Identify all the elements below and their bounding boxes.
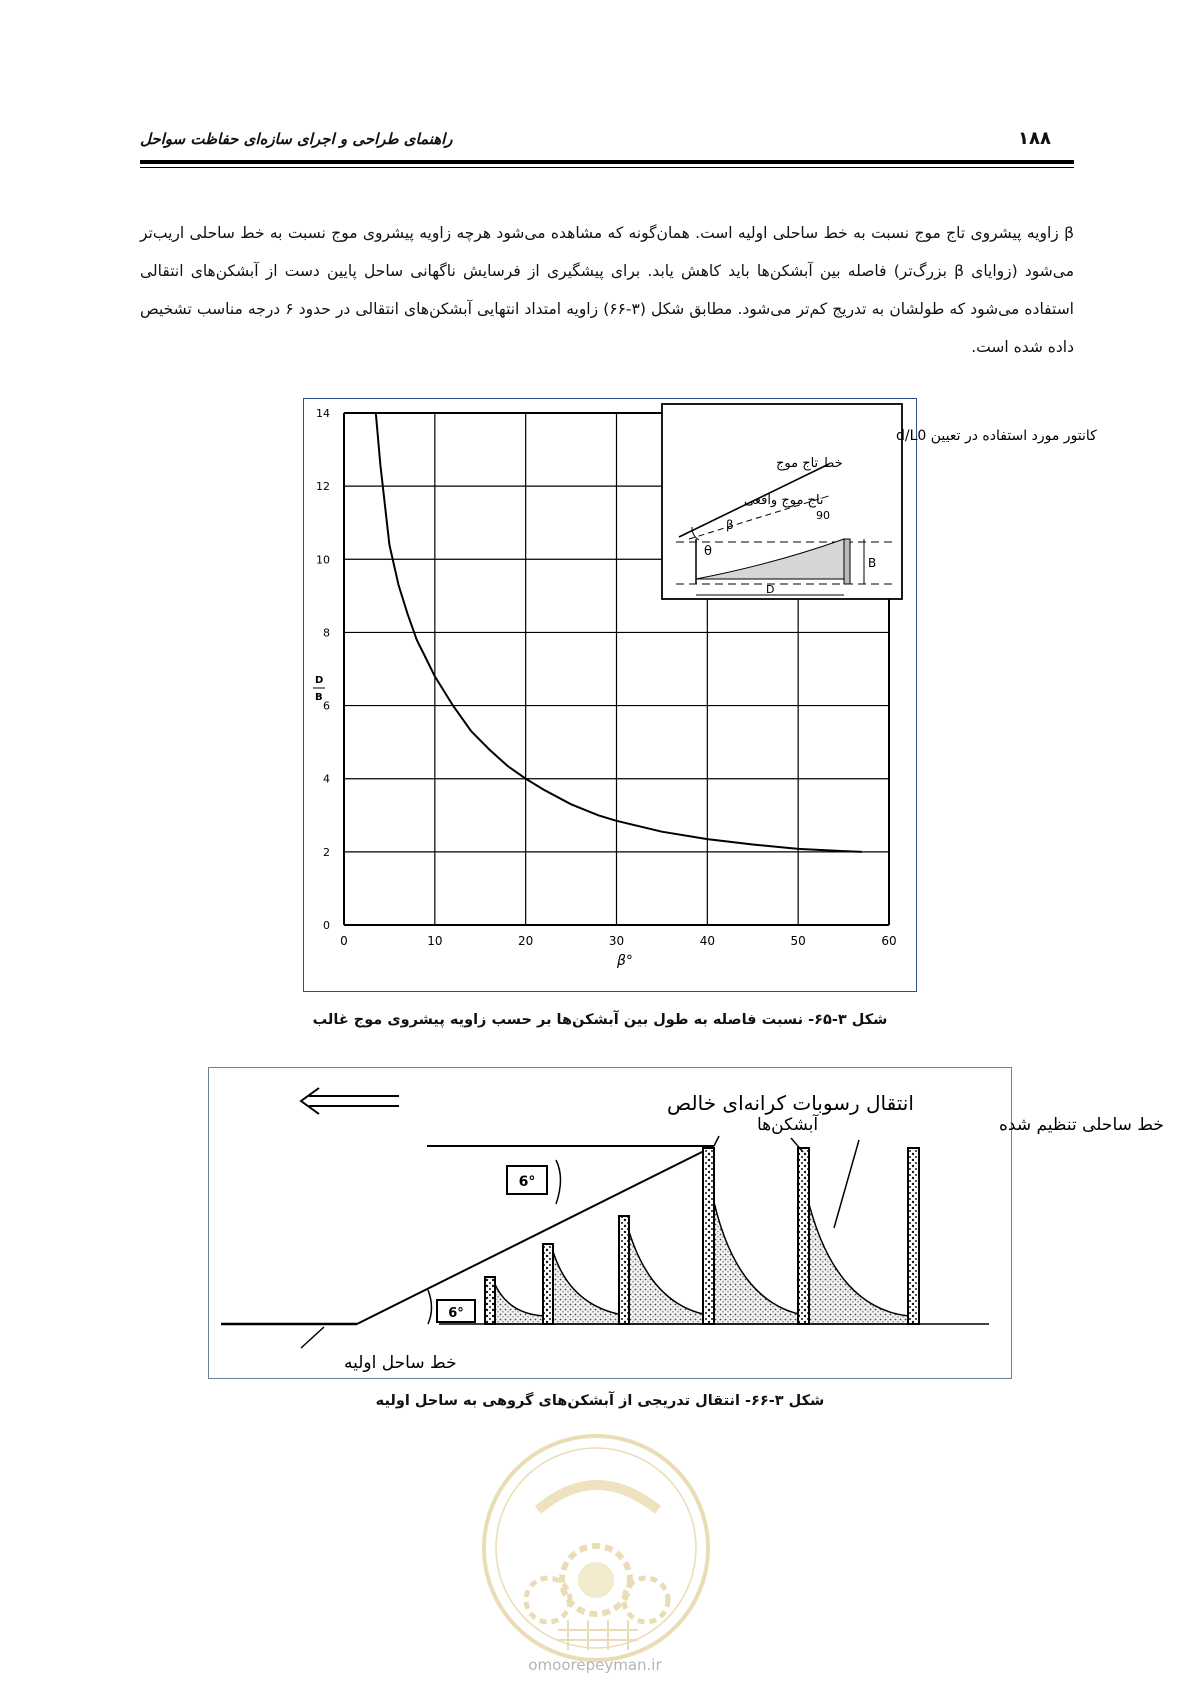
y-tick-label: 14 [316,407,330,420]
groin-3 [619,1216,629,1324]
y-tick-label: 8 [323,626,330,640]
body-paragraph-block [140,214,1074,366]
figure-2-caption: شکل ۳-۶۶- انتقال تدریجی از آبشکن‌های گروهی به ساحل اولیه [375,1393,825,1409]
x-tick-label: 60 [881,934,897,948]
angle-lower: 6° [448,1306,464,1321]
groin-1 [485,1277,495,1324]
x-tick-label: 20 [518,934,534,948]
y-tick-label: 12 [316,480,330,494]
inset-symbol-d: D [766,583,775,596]
watermark-url: omoorepeyman.ir [528,1656,662,1674]
inset-label-contour: کانتور مورد استفاده در تعیین d/L0 [896,428,1097,444]
y-tick-label: 6 [323,699,330,713]
x-tick-label: 0 [340,934,348,948]
groin-6 [908,1148,919,1324]
groin-transition-diagram [209,1068,1164,1378]
inset-label-crest-line: خط تاج موج [776,456,843,471]
label-net-transport: انتقال رسوبات کرانه‌ای خالص [667,1091,914,1115]
inset-symbol-theta: θ [704,544,712,559]
body-paragraph: β زاویه پیشروی تاج موج نسبت به خط ساحلی اولیه است. همان‌گونه که مشاهده می‌شود هرچه زاویه پیشروی موج نسبت به خط ساحلی اریب‌تر می‌شود (زوایای β بزرگ‌تر) فاصله بین آبشکن‌ها باید کاهش یابد. برای پیشگیری از فرسایش ناگهانی ساحل پایین دست از آبشکن‌های انتقالی استفاده می‌شود که طولشان به تدریج کم‌تر می‌شود. مطابق شکل (۳-۶۶) زاویه امتداد انتهایی آبشکن‌های انتقالی در حدود ۶ درجه مناسب تشخیص داده شده است. [140,224,1074,356]
y-tick-label: 0 [323,919,330,932]
watermark-seal [478,1430,714,1666]
groin-2 [543,1244,553,1324]
label-adjusted-shoreline: خط ساحلی تنظیم شده [999,1115,1164,1135]
inset-groin-right [844,539,850,584]
inset-symbol-90: 90 [816,509,830,522]
db-vs-beta-chart [304,399,1097,991]
y-axis-label: D [315,675,324,686]
inset-symbol-b: B [868,556,877,570]
figure-1-caption: شکل ۳-۶۵- نسبت فاصله به طول بین آبشکن‌ها بر حسب زاویه پیشروی موج غالب [312,1012,888,1028]
header-rule-thin [140,167,1074,168]
inset-symbol-beta: β [726,518,734,532]
header-rule-thick [140,160,1074,164]
groin-4 [703,1148,714,1324]
x-tick-label: 40 [699,934,715,948]
x-tick-label: 10 [427,934,443,948]
page-number: ۱۸۸ [1018,128,1051,149]
inset-label-actual-crest: تاج موج واقعی [744,493,824,508]
y-tick-label: 2 [323,845,330,859]
groin-5 [798,1148,809,1324]
x-axis-label: β° [617,953,633,969]
figure-1-frame [303,398,1097,992]
y-axis-label-denominator: B [315,692,323,703]
x-tick-label: 30 [608,934,625,948]
angle-upper: 6° [518,1174,536,1190]
figure-2-frame [208,1067,1164,1379]
x-tick-label: 50 [790,934,806,948]
y-tick-label: 10 [316,553,330,567]
label-groins: آبشکن‌ها [757,1115,819,1135]
running-header-title: راهنمای طراحی و اجرای سازه‌ای حفاظت سواحل [140,130,453,148]
y-tick-label: 4 [323,772,330,786]
label-initial-shoreline: خط ساحل اولیه [344,1353,457,1373]
inset-diagram [662,404,1097,599]
